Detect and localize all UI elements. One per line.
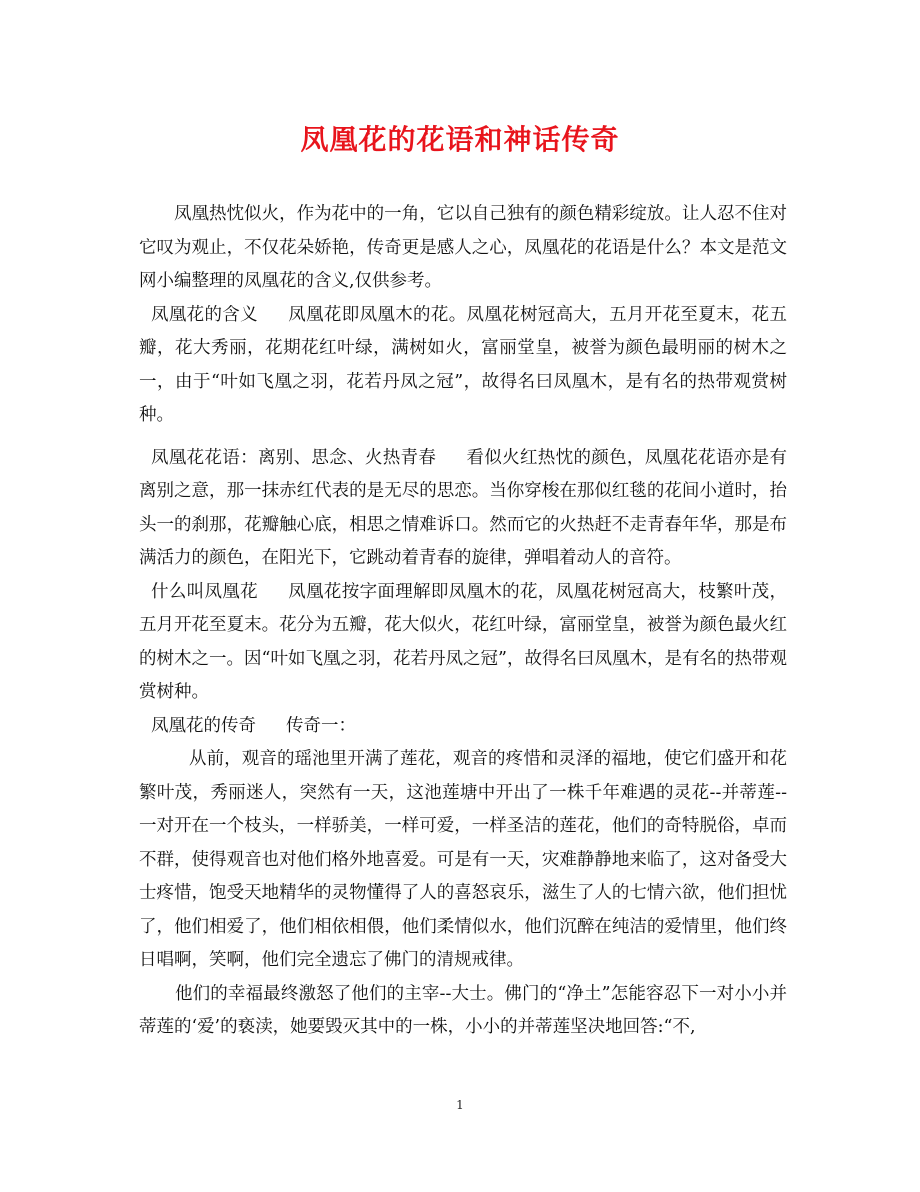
- legend-heading-line: [139, 710, 787, 744]
- meaning-heading: 凤凰花的含义: [151, 304, 258, 325]
- language-heading: 凤凰花花语：离别、思念、火热青春: [151, 447, 437, 468]
- document-title: 凤凰花的花语和神话传奇: [300, 123, 620, 156]
- intro-paragraph: 凤凰热忱似火，作为花中的一角，它以自己独有的颜色精彩绽放。让人忍不住对它叹为观止，不仅花朵娇艳，传奇更是感人之心，凤凰花的花语是什么？本文是范文网小编整理的凤凰花的含义,仅供参考。: [139, 204, 787, 291]
- what-text: 凤凰花按字面理解即凤凰木的花，凤凰花树冠高大，枝繁叶茂，五月开花至夏末。花分为五瓣，花大似火，花红叶绿，富丽堂皇，被誉为颜色最火红的树木之一。因“叶如飞凰之羽，花若丹凤之冠”，故得名曰凤凰木，是有名的热带观赏树种。: [139, 581, 788, 702]
- legend-paragraph-2: 他们的幸福最终激怒了他们的主宰--大士。佛门的“净土”怎能容忍下一对小小并蒂莲的‘爱’的亵渎，她要毁灭其中的一株，小小的并蒂莲坚决地回答:“不,: [139, 983, 787, 1037]
- legend-paragraph-1: 从前，观音的瑶池里开满了莲花，观音的疼惜和灵泽的福地，使它们盛开和花繁叶茂，秀丽迷人，突然有一天，这池莲塘中开出了一株千年难遇的灵花--并蒂莲--一对开在一个枝头，一样骄美，一样可爱，一样圣洁的莲花，他们的奇特脱俗，卓而不群，使得观音也对他们格外地喜爱。可是有一天，灾难静静地来临了，这对备受大士疼惜，饱受天地精华的灵物懂得了人的喜怒哀乐，滋生了人的七情六欲，他们担忧了，他们相爱了，他们相依相偎，他们柔情似水，他们沉醉在纯洁的爱情里，他们终日唱啊，笑啊，他们完全遗忘了佛门的清规戒律。: [139, 749, 787, 970]
- language-text: 看似火红热忱的颜色，凤凰花花语亦是有离别之意，那一抹赤红代表的是无尽的思恋。当你穿梭在那似红毯的花间小道时，抬头一的刹那，花瓣触心底，相思之情难诉口。然而它的火热赶不走青春年华，那是布满活力的颜色，在阳光下，它跳动着青春的旋律，弹唱着动人的音符。: [139, 447, 788, 568]
- meaning-paragraph: [139, 299, 787, 433]
- what-heading: 什么叫凤凰花: [151, 581, 258, 602]
- what-paragraph: [139, 576, 787, 710]
- page-number: 1: [456, 1098, 464, 1112]
- language-paragraph: [139, 442, 787, 576]
- legend-subheading: 传奇一：: [286, 715, 356, 736]
- meaning-text: 凤凰花即凤凰木的花。凤凰花树冠高大，五月开花至夏末，花五瓣，花大秀丽，花期花红叶绿，满树如火，富丽堂皇，被誉为颜色最明丽的树木之一，由于“叶如飞凰之羽，花若丹凤之冠”，故得名曰凤凰木，是有名的热带观赏树种。: [139, 304, 788, 425]
- legend-heading: 凤凰花的传奇: [151, 715, 256, 736]
- document-body: [139, 198, 787, 1045]
